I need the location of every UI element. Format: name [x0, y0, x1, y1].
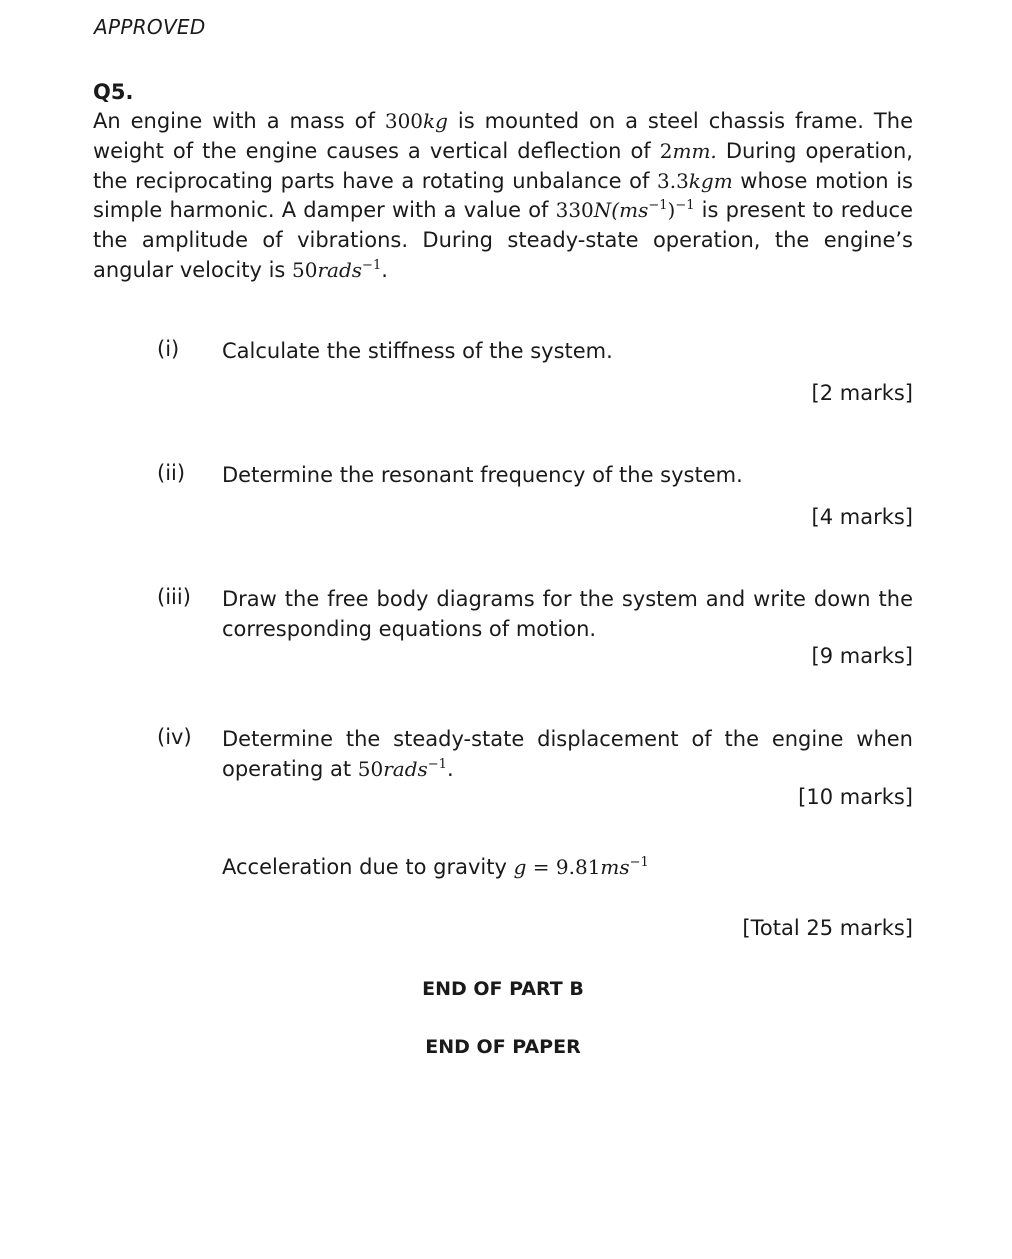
angular-velocity-value: 50rads$^{-1}$ — [357, 756, 447, 781]
part-text: Determine the steady-state displacement of the engine when operating at 50rads$^{-1}$. — [222, 727, 913, 781]
intro-text-1: An engine with a mass of — [93, 109, 385, 133]
part-text: Draw the free body diagrams for the system and write down the corresponding equations of motion. — [222, 587, 913, 641]
damper-value: $330N(ms^{-1})^{-1}$ — [555, 198, 695, 223]
total-marks: [Total 25 marks] — [742, 916, 913, 940]
angular-velocity-value: 50rads$^{-1}$ — [292, 257, 382, 282]
part-marks: [4 marks] — [811, 505, 913, 529]
part-text: Determine the resonant frequency of the system. — [222, 463, 743, 487]
part-marks: [10 marks] — [798, 785, 913, 809]
mass-value: 300kg — [384, 109, 448, 133]
part-marks: [2 marks] — [811, 381, 913, 405]
intro-text-5: is present to reduce the amplitude of vibrations. During steady-state operation, the engine’s angular velocity is — [93, 198, 913, 282]
part-text: Calculate the stiffness of the system. — [222, 339, 613, 363]
end-of-part-b: END OF PART B — [422, 978, 584, 1000]
gravity-note: Acceleration due to gravity $g = 9.81ms^{-1}$ — [222, 855, 649, 879]
intro-text-2: is mounted on a steel chassis frame. The weight of the engine causes a vertical deflection of — [93, 109, 913, 163]
intro-text-3: During operation, the reciprocating parts have a rotating unbalance of — [93, 138, 913, 193]
part-marks: [9 marks] — [811, 644, 913, 668]
part-label: (iii) — [157, 585, 191, 609]
unbalance-value: 3.3kgm — [656, 168, 733, 193]
deflection-value: 2mm. — [659, 138, 717, 163]
question-number: Q5. — [93, 80, 134, 104]
intro-text-6: . — [381, 257, 388, 282]
approved-label: APPROVED — [94, 15, 206, 39]
intro-text-4: whose motion is simple harmonic. A damper with a value of — [93, 168, 913, 223]
part-label: (ii) — [157, 461, 186, 485]
part-label: (i) — [157, 337, 180, 361]
question-intro — [93, 107, 913, 286]
part-label: (iv) — [157, 725, 192, 749]
end-of-paper: END OF PAPER — [425, 1036, 581, 1058]
gravity-equation: $g = 9.81ms^{-1}$ — [513, 855, 649, 879]
